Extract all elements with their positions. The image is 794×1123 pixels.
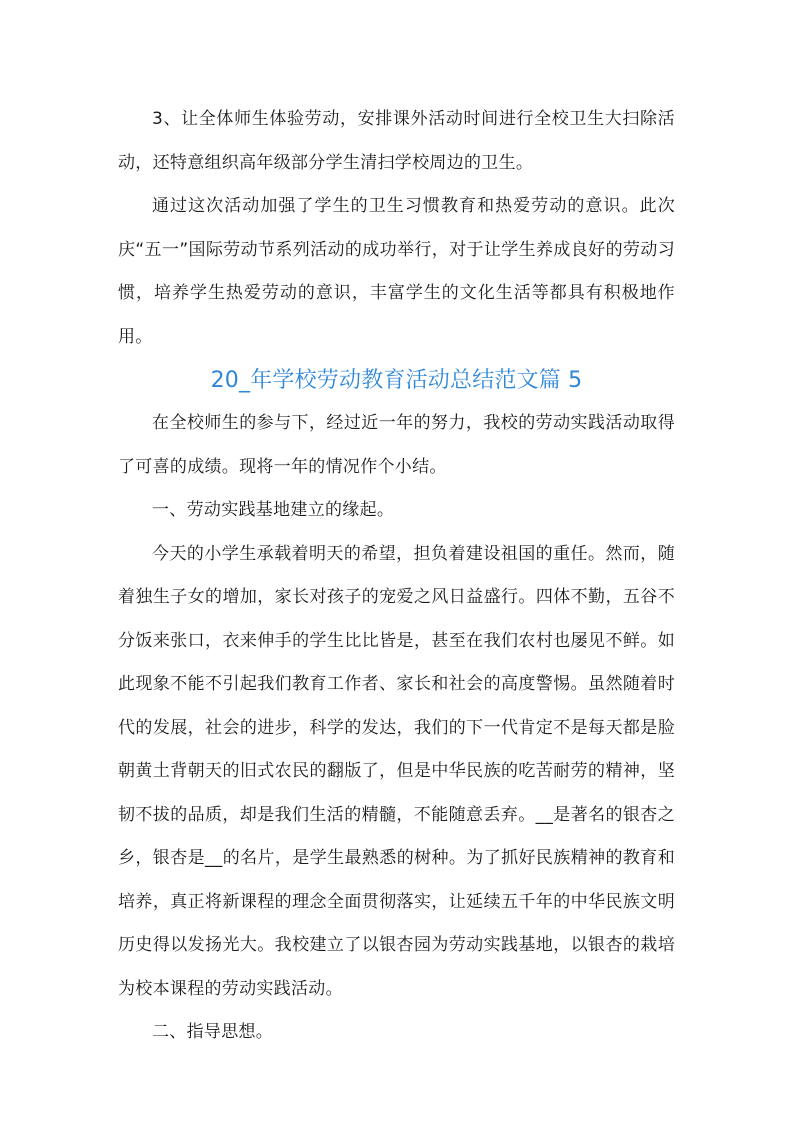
paragraph-section-1-title: 一、劳动实践基地建立的缘起。: [152, 500, 395, 520]
paragraph-section-1-body: 今天的小学生承载着明天的希望，担负着建设祖国的重任。然而，随着独生子女的增加，家长对孩子的宠爱之风日益盛行。四体不勤，五谷不分饭来张口，衣来伸手的学生比比皆是，甚至在我们农村也屡见不鲜。如此现象不能不引起我们教育工作者、家长和社会的高度警惕。虽然随着时代的发展，社会的进步，科学的发达，我们的下一代肯定不是每天都是脸朝黄土背朝天的旧式农民的翻版了，但是中华民族的吃苦耐劳的精神，坚韧不拔的品质，却是我们生活的精髓，不能随意丢弃。__是著名的银杏之乡，银杏是__的名片，是学生最熟悉的树种。为了抓好民族精神的教育和培养，真正将新课程的理念全面贯彻落实，让延续五千年的中华民族文明历史得以发扬光大。我校建立了以银杏园为劳动实践基地，以银杏的栽培为校本课程的劳动实践活动。: [118, 543, 675, 999]
paragraph-intro: 在全校师生的参与下，经过近一年的努力，我校的劳动实践活动取得了可喜的成绩。现将一年的情况作个小结。: [118, 413, 675, 477]
paragraph-activity-summary: 通过这次活动加强了学生的卫生习惯教育和热爱劳动的意识。此次庆“五一”国际劳动节系列活动的成功举行，对于让学生养成良好的劳动习惯，培养学生热爱劳动的意识，丰富学生的文化生活等都具有积极地作用。: [118, 196, 675, 347]
document-body: [118, 98, 675, 1055]
section-heading: 20_年学校劳动教育活动总结范文篇 5: [210, 368, 583, 393]
paragraph-section-2-title: 二、指导思想。: [152, 1022, 274, 1042]
paragraph-activity-3: 3、让全体师生体验劳动，安排课外活动时间进行全校卫生大扫除活动，还特意组织高年级部分学生清扫学校周边的卫生。: [118, 109, 675, 173]
